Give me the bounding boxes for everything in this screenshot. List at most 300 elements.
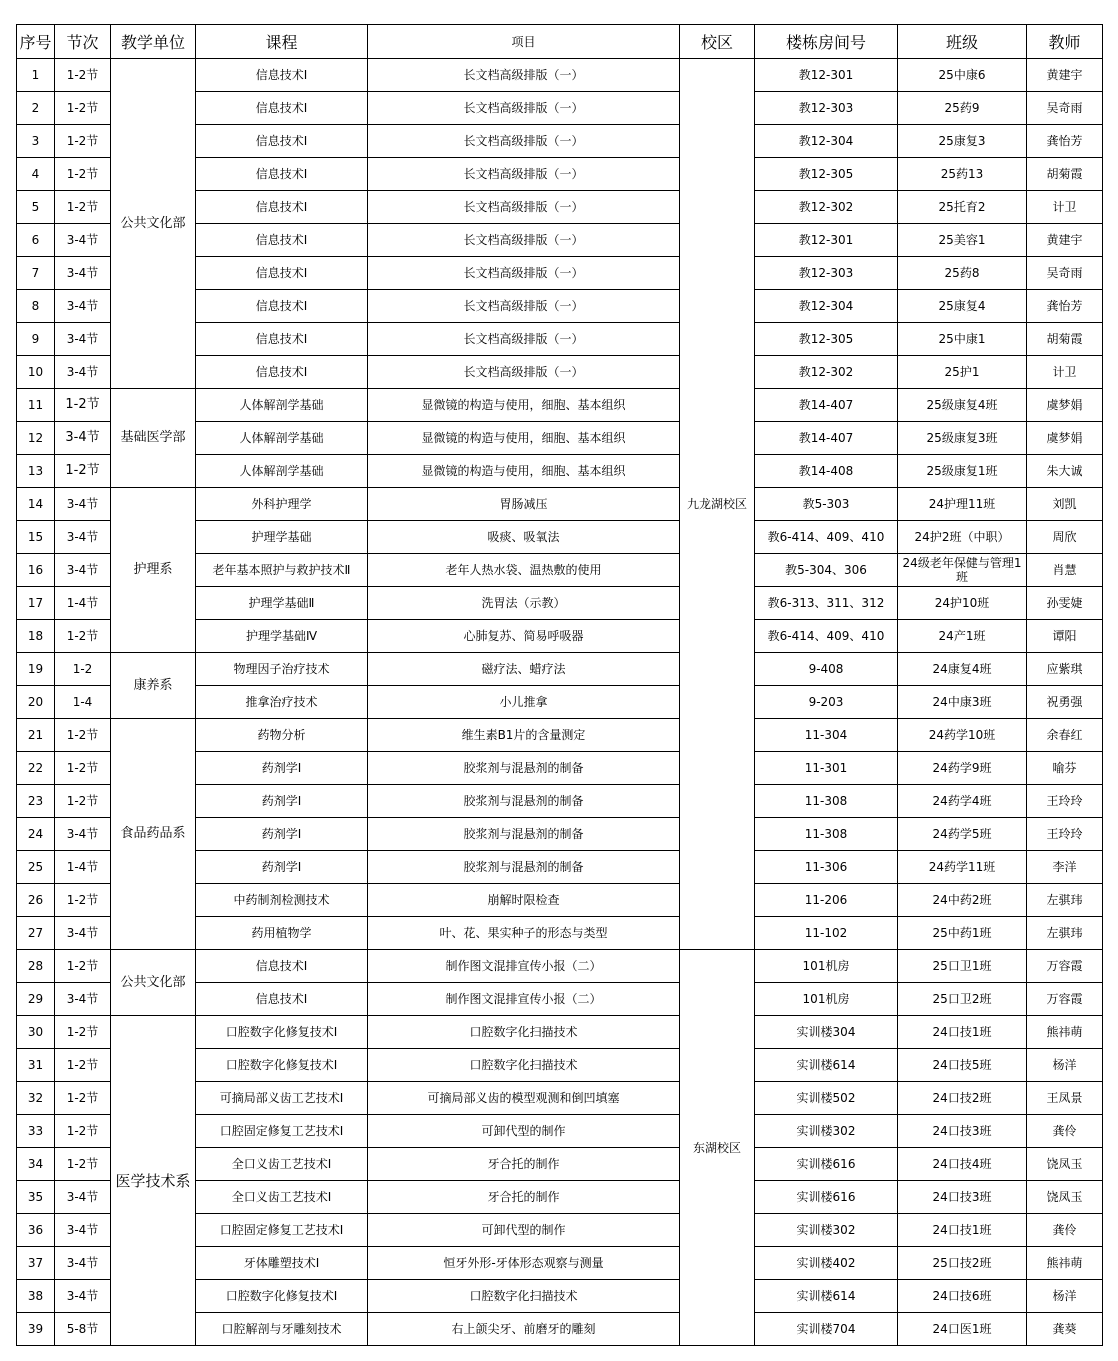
cell-class: 24护10班 xyxy=(898,587,1027,620)
table-row xyxy=(17,389,1103,422)
cell-unit: 护理系 xyxy=(111,488,196,653)
cell-course: 药剂学I xyxy=(196,752,368,785)
cell-project: 口腔数字化扫描技术 xyxy=(368,1280,680,1313)
table-row xyxy=(17,59,1103,92)
cell-teacher: 万容霞 xyxy=(1027,983,1103,1016)
cell-class: 24级老年保健与管理1班 xyxy=(898,554,1027,587)
cell-period: 3-4节 xyxy=(55,1214,111,1247)
cell-project: 老年人热水袋、温热敷的使用 xyxy=(368,554,680,587)
cell-no: 37 xyxy=(17,1247,55,1280)
cell-teacher: 王玲玲 xyxy=(1027,818,1103,851)
cell-period: 3-4节 xyxy=(55,323,111,356)
cell-no: 15 xyxy=(17,521,55,554)
cell-teacher: 龚伶 xyxy=(1027,1214,1103,1247)
cell-period: 1-4节 xyxy=(55,851,111,884)
table-row xyxy=(17,950,1103,983)
cell-project: 心肺复苏、简易呼吸器 xyxy=(368,620,680,653)
cell-class: 24药学5班 xyxy=(898,818,1027,851)
cell-room: 实训楼302 xyxy=(755,1115,898,1148)
cell-room: 教14-407 xyxy=(755,389,898,422)
cell-course: 口腔固定修复工艺技术I xyxy=(196,1115,368,1148)
cell-period: 1-2节 xyxy=(55,389,111,422)
cell-class: 24药学9班 xyxy=(898,752,1027,785)
header-class: 班级 xyxy=(898,25,1027,59)
cell-project: 长文档高级排版（一） xyxy=(368,290,680,323)
cell-room: 实训楼704 xyxy=(755,1313,898,1346)
cell-project: 右上颌尖牙、前磨牙的雕刻 xyxy=(368,1313,680,1346)
cell-class: 24护理11班 xyxy=(898,488,1027,521)
cell-no: 16 xyxy=(17,554,55,587)
cell-no: 25 xyxy=(17,851,55,884)
cell-period: 1-2节 xyxy=(55,1016,111,1049)
cell-teacher: 李洋 xyxy=(1027,851,1103,884)
cell-class: 25药8 xyxy=(898,257,1027,290)
cell-teacher: 王玲玲 xyxy=(1027,785,1103,818)
header-unit: 教学单位 xyxy=(111,25,196,59)
cell-course: 口腔数字化修复技术I xyxy=(196,1280,368,1313)
cell-course: 信息技术Ⅰ xyxy=(196,191,368,224)
cell-no: 5 xyxy=(17,191,55,224)
cell-no: 38 xyxy=(17,1280,55,1313)
cell-project: 长文档高级排版（一） xyxy=(368,92,680,125)
cell-teacher: 胡菊霞 xyxy=(1027,158,1103,191)
cell-teacher: 肖慧 xyxy=(1027,554,1103,587)
cell-course: 物理因子治疗技术 xyxy=(196,653,368,686)
cell-class: 25级康复1班 xyxy=(898,455,1027,488)
cell-project: 维生素B1片的含量测定 xyxy=(368,719,680,752)
cell-course: 护理学基础Ⅱ xyxy=(196,587,368,620)
cell-project: 胶浆剂与混悬剂的制备 xyxy=(368,785,680,818)
cell-period: 1-2节 xyxy=(55,125,111,158)
cell-teacher: 计卫 xyxy=(1027,356,1103,389)
cell-no: 33 xyxy=(17,1115,55,1148)
cell-unit: 公共文化部 xyxy=(111,59,196,389)
cell-project: 显微镜的构造与使用，细胞、基本组织 xyxy=(368,422,680,455)
cell-no: 4 xyxy=(17,158,55,191)
cell-teacher: 应紫琪 xyxy=(1027,653,1103,686)
cell-teacher: 左骐玮 xyxy=(1027,884,1103,917)
cell-course: 药物分析 xyxy=(196,719,368,752)
cell-room: 实训楼616 xyxy=(755,1181,898,1214)
cell-unit: 基础医学部 xyxy=(111,389,196,488)
cell-class: 25药9 xyxy=(898,92,1027,125)
header-course: 课程 xyxy=(196,25,368,59)
cell-no: 14 xyxy=(17,488,55,521)
cell-no: 20 xyxy=(17,686,55,719)
cell-course: 信息技术Ⅰ xyxy=(196,92,368,125)
cell-course: 口腔数字化修复技术I xyxy=(196,1016,368,1049)
cell-course: 药剂学I xyxy=(196,818,368,851)
cell-project: 牙合托的制作 xyxy=(368,1148,680,1181)
cell-project: 制作图文混排宣传小报（二） xyxy=(368,950,680,983)
cell-project: 口腔数字化扫描技术 xyxy=(368,1049,680,1082)
cell-class: 25康复4 xyxy=(898,290,1027,323)
cell-course: 信息技术Ⅰ xyxy=(196,356,368,389)
cell-teacher: 黄建宇 xyxy=(1027,224,1103,257)
cell-period: 3-4节 xyxy=(55,521,111,554)
cell-teacher: 余春红 xyxy=(1027,719,1103,752)
cell-unit: 康养系 xyxy=(111,653,196,719)
table-row xyxy=(17,488,1103,521)
cell-no: 9 xyxy=(17,323,55,356)
header-teacher: 教师 xyxy=(1027,25,1103,59)
cell-period: 1-2节 xyxy=(55,158,111,191)
cell-project: 长文档高级排版（一） xyxy=(368,356,680,389)
cell-course: 信息技术Ⅰ xyxy=(196,125,368,158)
cell-teacher: 刘凯 xyxy=(1027,488,1103,521)
cell-no: 7 xyxy=(17,257,55,290)
cell-project: 胶浆剂与混悬剂的制备 xyxy=(368,752,680,785)
cell-class: 25美容1 xyxy=(898,224,1027,257)
cell-course: 人体解剖学基础 xyxy=(196,422,368,455)
table-row xyxy=(17,653,1103,686)
cell-course: 信息技术I xyxy=(196,983,368,1016)
cell-project: 可摘局部义齿的模型观测和倒凹填塞 xyxy=(368,1082,680,1115)
cell-course: 人体解剖学基础 xyxy=(196,455,368,488)
cell-period: 3-4节 xyxy=(55,257,111,290)
cell-room: 实训楼616 xyxy=(755,1148,898,1181)
cell-teacher: 胡菊霞 xyxy=(1027,323,1103,356)
cell-no: 3 xyxy=(17,125,55,158)
cell-project: 长文档高级排版（一） xyxy=(368,125,680,158)
cell-class: 25康复3 xyxy=(898,125,1027,158)
cell-class: 25药13 xyxy=(898,158,1027,191)
header-room: 楼栋房间号 xyxy=(755,25,898,59)
cell-course: 口腔数字化修复技术I xyxy=(196,1049,368,1082)
cell-class: 25中康1 xyxy=(898,323,1027,356)
cell-project: 磁疗法、蜡疗法 xyxy=(368,653,680,686)
cell-room: 实训楼304 xyxy=(755,1016,898,1049)
cell-course: 可摘局部义齿工艺技术I xyxy=(196,1082,368,1115)
cell-class: 24药学4班 xyxy=(898,785,1027,818)
cell-project: 胶浆剂与混悬剂的制备 xyxy=(368,851,680,884)
cell-project: 洗胃法（示教） xyxy=(368,587,680,620)
cell-room: 教5-303 xyxy=(755,488,898,521)
cell-room: 实训楼614 xyxy=(755,1049,898,1082)
cell-project: 小儿推拿 xyxy=(368,686,680,719)
cell-class: 24口技2班 xyxy=(898,1082,1027,1115)
cell-project: 可卸代型的制作 xyxy=(368,1115,680,1148)
cell-period: 1-2节 xyxy=(55,1082,111,1115)
cell-room: 实训楼614 xyxy=(755,1280,898,1313)
cell-teacher: 饶凤玉 xyxy=(1027,1148,1103,1181)
cell-project: 崩解时限检查 xyxy=(368,884,680,917)
cell-class: 24产1班 xyxy=(898,620,1027,653)
cell-room: 实训楼302 xyxy=(755,1214,898,1247)
cell-period: 1-2节 xyxy=(55,191,111,224)
cell-course: 药用植物学 xyxy=(196,917,368,950)
cell-room: 101机房 xyxy=(755,983,898,1016)
cell-period: 1-2节 xyxy=(55,884,111,917)
cell-project: 吸痰、吸氧法 xyxy=(368,521,680,554)
cell-class: 25级康复4班 xyxy=(898,389,1027,422)
cell-room: 教6-414、409、410 xyxy=(755,521,898,554)
cell-class: 25护1 xyxy=(898,356,1027,389)
cell-unit: 食品药品系 xyxy=(111,719,196,950)
cell-period: 3-4节 xyxy=(55,1181,111,1214)
cell-period: 3-4节 xyxy=(55,224,111,257)
cell-room: 11-206 xyxy=(755,884,898,917)
cell-no: 6 xyxy=(17,224,55,257)
cell-no: 13 xyxy=(17,455,55,488)
cell-room: 教12-303 xyxy=(755,92,898,125)
cell-teacher: 计卫 xyxy=(1027,191,1103,224)
cell-course: 牙体雕塑技术I xyxy=(196,1247,368,1280)
header-period: 节次 xyxy=(55,25,111,59)
cell-course: 全口义齿工艺技术I xyxy=(196,1181,368,1214)
cell-period: 1-2节 xyxy=(55,719,111,752)
cell-project: 口腔数字化扫描技术 xyxy=(368,1016,680,1049)
cell-period: 3-4节 xyxy=(55,1280,111,1313)
cell-period: 1-2节 xyxy=(55,785,111,818)
cell-class: 25托育2 xyxy=(898,191,1027,224)
cell-room: 教12-302 xyxy=(755,356,898,389)
cell-class: 24中药2班 xyxy=(898,884,1027,917)
cell-no: 28 xyxy=(17,950,55,983)
cell-no: 35 xyxy=(17,1181,55,1214)
cell-room: 教12-303 xyxy=(755,257,898,290)
cell-no: 1 xyxy=(17,59,55,92)
cell-no: 39 xyxy=(17,1313,55,1346)
header-campus: 校区 xyxy=(680,25,755,59)
cell-no: 17 xyxy=(17,587,55,620)
cell-no: 8 xyxy=(17,290,55,323)
cell-no: 2 xyxy=(17,92,55,125)
cell-project: 长文档高级排版（一） xyxy=(368,323,680,356)
cell-no: 11 xyxy=(17,389,55,422)
cell-teacher: 谭阳 xyxy=(1027,620,1103,653)
cell-room: 教12-302 xyxy=(755,191,898,224)
cell-course: 推拿治疗技术 xyxy=(196,686,368,719)
cell-class: 24护2班（中职） xyxy=(898,521,1027,554)
cell-unit: 医学技术系 xyxy=(111,1016,196,1346)
cell-no: 18 xyxy=(17,620,55,653)
header-no: 序号 xyxy=(17,25,55,59)
cell-project: 显微镜的构造与使用，细胞、基本组织 xyxy=(368,455,680,488)
cell-project: 叶、花、果实种子的形态与类型 xyxy=(368,917,680,950)
cell-room: 教12-305 xyxy=(755,158,898,191)
cell-class: 24康复4班 xyxy=(898,653,1027,686)
cell-course: 信息技术Ⅰ xyxy=(196,257,368,290)
cell-room: 实训楼502 xyxy=(755,1082,898,1115)
cell-teacher: 饶凤玉 xyxy=(1027,1181,1103,1214)
cell-class: 24口技3班 xyxy=(898,1181,1027,1214)
cell-project: 长文档高级排版（一） xyxy=(368,257,680,290)
cell-course: 信息技术Ⅰ xyxy=(196,323,368,356)
cell-no: 36 xyxy=(17,1214,55,1247)
cell-class: 25口技2班 xyxy=(898,1247,1027,1280)
cell-period: 5-8节 xyxy=(55,1313,111,1346)
cell-class: 24口技3班 xyxy=(898,1115,1027,1148)
cell-project: 胶浆剂与混悬剂的制备 xyxy=(368,818,680,851)
cell-project: 长文档高级排版（一） xyxy=(368,224,680,257)
cell-teacher: 黄建宇 xyxy=(1027,59,1103,92)
cell-period: 3-4节 xyxy=(55,554,111,587)
cell-course: 信息技术Ⅰ xyxy=(196,224,368,257)
cell-course: 中药制剂检测技术 xyxy=(196,884,368,917)
cell-course: 信息技术Ⅰ xyxy=(196,59,368,92)
cell-course: 口腔解剖与牙雕刻技术 xyxy=(196,1313,368,1346)
cell-teacher: 熊祎萌 xyxy=(1027,1016,1103,1049)
cell-teacher: 龚怡芳 xyxy=(1027,290,1103,323)
cell-class: 24中康3班 xyxy=(898,686,1027,719)
cell-unit: 公共文化部 xyxy=(111,950,196,1016)
cell-no: 31 xyxy=(17,1049,55,1082)
cell-teacher: 虞梦娟 xyxy=(1027,422,1103,455)
cell-room: 实训楼402 xyxy=(755,1247,898,1280)
cell-room: 11-306 xyxy=(755,851,898,884)
cell-period: 1-2 xyxy=(55,653,111,686)
cell-period: 3-4节 xyxy=(55,1247,111,1280)
cell-room: 教6-414、409、410 xyxy=(755,620,898,653)
schedule-table xyxy=(16,24,1103,1346)
cell-course: 人体解剖学基础 xyxy=(196,389,368,422)
cell-period: 1-2节 xyxy=(55,92,111,125)
schedule-sheet xyxy=(16,24,1103,1346)
cell-room: 教14-407 xyxy=(755,422,898,455)
cell-teacher: 王凤景 xyxy=(1027,1082,1103,1115)
cell-no: 29 xyxy=(17,983,55,1016)
cell-period: 3-4节 xyxy=(55,983,111,1016)
cell-period: 3-4节 xyxy=(55,422,111,455)
cell-class: 25中药1班 xyxy=(898,917,1027,950)
schedule-body xyxy=(17,59,1103,1346)
cell-project: 制作图文混排宣传小报（二） xyxy=(368,983,680,1016)
cell-no: 19 xyxy=(17,653,55,686)
cell-no: 24 xyxy=(17,818,55,851)
cell-teacher: 杨洋 xyxy=(1027,1049,1103,1082)
cell-campus: 九龙湖校区 xyxy=(680,59,755,950)
cell-project: 恒牙外形-牙体形态观察与测量 xyxy=(368,1247,680,1280)
cell-period: 1-2节 xyxy=(55,1148,111,1181)
cell-course: 护理学基础Ⅳ xyxy=(196,620,368,653)
cell-no: 10 xyxy=(17,356,55,389)
header-project: 项目 xyxy=(368,25,680,59)
cell-period: 1-4 xyxy=(55,686,111,719)
cell-class: 24药学10班 xyxy=(898,719,1027,752)
cell-course: 信息技术Ⅰ xyxy=(196,158,368,191)
cell-course: 药剂学I xyxy=(196,785,368,818)
cell-class: 24口医1班 xyxy=(898,1313,1027,1346)
table-row xyxy=(17,719,1103,752)
cell-no: 12 xyxy=(17,422,55,455)
cell-no: 32 xyxy=(17,1082,55,1115)
cell-period: 1-2节 xyxy=(55,455,111,488)
cell-class: 24口技5班 xyxy=(898,1049,1027,1082)
cell-period: 1-2节 xyxy=(55,620,111,653)
table-row xyxy=(17,1016,1103,1049)
cell-class: 25级康复3班 xyxy=(898,422,1027,455)
cell-class: 24口技4班 xyxy=(898,1148,1027,1181)
cell-no: 22 xyxy=(17,752,55,785)
cell-room: 教14-408 xyxy=(755,455,898,488)
cell-room: 教12-305 xyxy=(755,323,898,356)
cell-room: 教6-313、311、312 xyxy=(755,587,898,620)
cell-class: 25口卫1班 xyxy=(898,950,1027,983)
cell-period: 1-2节 xyxy=(55,59,111,92)
cell-project: 长文档高级排版（一） xyxy=(368,191,680,224)
cell-project: 牙合托的制作 xyxy=(368,1181,680,1214)
cell-teacher: 朱大诚 xyxy=(1027,455,1103,488)
cell-room: 9-408 xyxy=(755,653,898,686)
cell-class: 25中康6 xyxy=(898,59,1027,92)
cell-period: 1-2节 xyxy=(55,950,111,983)
cell-course: 老年基本照护与救护技术Ⅱ xyxy=(196,554,368,587)
cell-room: 11-301 xyxy=(755,752,898,785)
cell-class: 25口卫2班 xyxy=(898,983,1027,1016)
cell-no: 23 xyxy=(17,785,55,818)
cell-period: 1-2节 xyxy=(55,1115,111,1148)
cell-teacher: 龚伶 xyxy=(1027,1115,1103,1148)
cell-project: 可卸代型的制作 xyxy=(368,1214,680,1247)
cell-room: 11-304 xyxy=(755,719,898,752)
cell-room: 教12-304 xyxy=(755,125,898,158)
cell-project: 长文档高级排版（一） xyxy=(368,59,680,92)
cell-course: 信息技术I xyxy=(196,950,368,983)
cell-campus: 东湖校区 xyxy=(680,950,755,1346)
cell-teacher: 周欣 xyxy=(1027,521,1103,554)
cell-teacher: 吴奇雨 xyxy=(1027,92,1103,125)
cell-room: 教5-304、306 xyxy=(755,554,898,587)
cell-teacher: 左骐玮 xyxy=(1027,917,1103,950)
cell-course: 信息技术Ⅰ xyxy=(196,290,368,323)
cell-no: 34 xyxy=(17,1148,55,1181)
cell-class: 24口技1班 xyxy=(898,1214,1027,1247)
cell-no: 27 xyxy=(17,917,55,950)
cell-period: 3-4节 xyxy=(55,356,111,389)
cell-class: 24口技1班 xyxy=(898,1016,1027,1049)
cell-room: 9-203 xyxy=(755,686,898,719)
cell-room: 教12-304 xyxy=(755,290,898,323)
cell-room: 101机房 xyxy=(755,950,898,983)
cell-room: 11-308 xyxy=(755,785,898,818)
cell-teacher: 万容霞 xyxy=(1027,950,1103,983)
cell-period: 1-2节 xyxy=(55,1049,111,1082)
cell-course: 外科护理学 xyxy=(196,488,368,521)
header-row xyxy=(17,25,1103,59)
cell-teacher: 熊祎萌 xyxy=(1027,1247,1103,1280)
cell-project: 长文档高级排版（一） xyxy=(368,158,680,191)
cell-period: 3-4节 xyxy=(55,818,111,851)
cell-teacher: 虞梦娟 xyxy=(1027,389,1103,422)
cell-no: 30 xyxy=(17,1016,55,1049)
cell-room: 教12-301 xyxy=(755,224,898,257)
cell-teacher: 龚怡芳 xyxy=(1027,125,1103,158)
cell-course: 全口义齿工艺技术I xyxy=(196,1148,368,1181)
cell-teacher: 龚葵 xyxy=(1027,1313,1103,1346)
cell-course: 护理学基础 xyxy=(196,521,368,554)
cell-teacher: 喻芬 xyxy=(1027,752,1103,785)
cell-period: 1-2节 xyxy=(55,752,111,785)
cell-course: 药剂学I xyxy=(196,851,368,884)
cell-project: 显微镜的构造与使用，细胞、基本组织 xyxy=(368,389,680,422)
cell-class: 24口技6班 xyxy=(898,1280,1027,1313)
cell-room: 教12-301 xyxy=(755,59,898,92)
cell-period: 3-4节 xyxy=(55,917,111,950)
cell-teacher: 祝勇强 xyxy=(1027,686,1103,719)
cell-teacher: 孙雯婕 xyxy=(1027,587,1103,620)
cell-period: 3-4节 xyxy=(55,290,111,323)
cell-period: 3-4节 xyxy=(55,488,111,521)
cell-project: 胃肠减压 xyxy=(368,488,680,521)
cell-room: 11-308 xyxy=(755,818,898,851)
cell-period: 1-4节 xyxy=(55,587,111,620)
cell-teacher: 杨洋 xyxy=(1027,1280,1103,1313)
cell-no: 21 xyxy=(17,719,55,752)
cell-no: 26 xyxy=(17,884,55,917)
cell-course: 口腔固定修复工艺技术I xyxy=(196,1214,368,1247)
cell-teacher: 吴奇雨 xyxy=(1027,257,1103,290)
